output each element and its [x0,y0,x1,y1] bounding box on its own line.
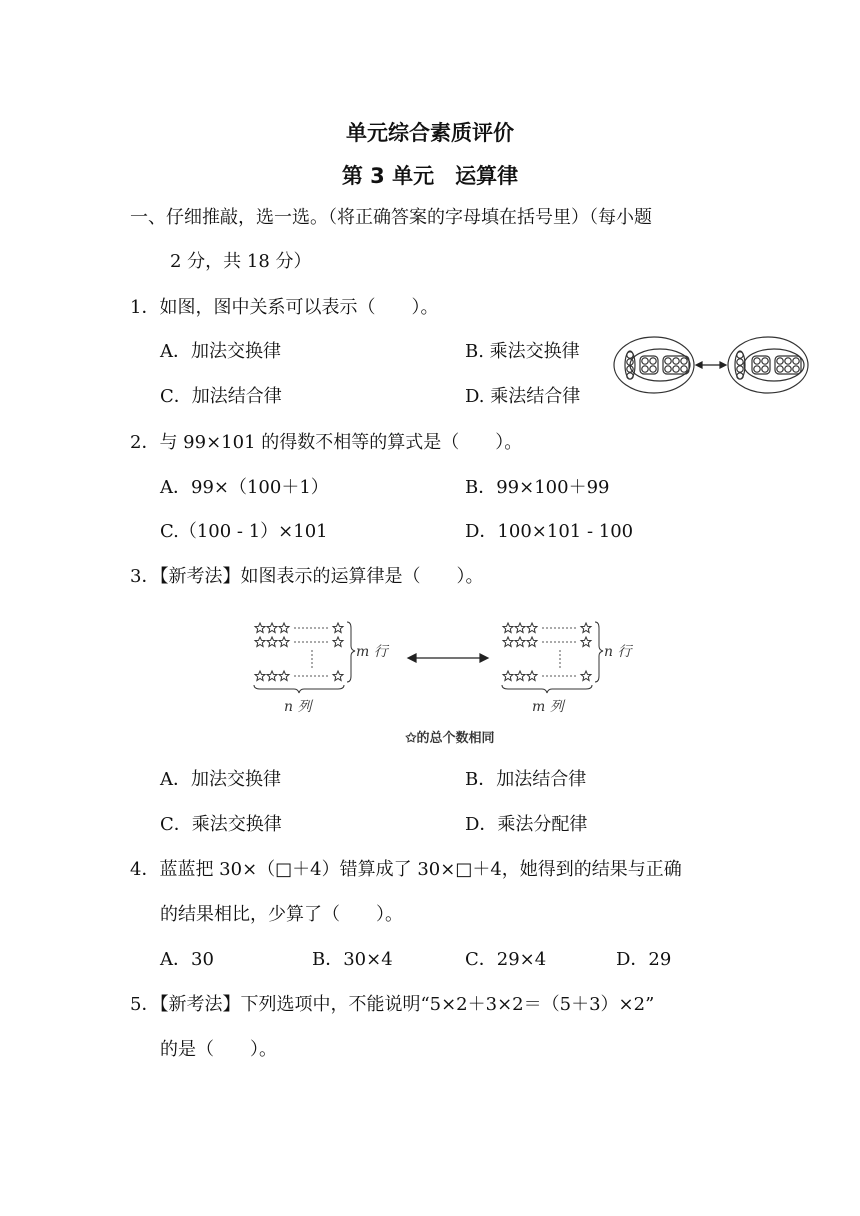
question-4-stem-cont: 的结果相比，少算了（ ）。 [160,904,403,925]
right-col-label: m 列 [532,699,564,715]
q1-option-b: B. 乘法交换律 [465,341,580,362]
q2-option-b: B．99×100＋99 [465,477,610,498]
q4-option-d: D．29 [616,949,672,970]
q4-option-b: B．30×4 [312,949,393,970]
q2-option-a: A．99×（100＋1） [160,477,329,498]
question-1-stem: 1．如图，图中关系可以表示（ ）。 [130,297,439,318]
section-heading: 一、仔细推敲，选一选。（将正确答案的字母填在括号里）（每小题 [130,207,652,228]
q2-option-d: D．100×101 - 100 [465,521,634,542]
double-arrow-icon [696,362,726,368]
figure-caption: ✩的总个数相同 [405,731,495,746]
page-subtitle: 第 3 单元 运算律 [341,164,519,188]
section-heading-cont: 2 分，共 18 分） [170,251,312,272]
q3-option-c: C．乘法交换律 [160,814,282,835]
q3-option-d: D．乘法分配律 [465,814,588,835]
page-title: 单元综合素质评价 [346,121,514,145]
q2-option-c: C.（100 - 1）×101 [160,521,328,542]
q3-option-b: B．加法结合律 [465,769,587,790]
double-arrow-icon [408,654,488,662]
right-star-array [502,622,603,693]
question-5-stem: 5．【新考法】下列选项中，不能说明“5×2＋3×2＝（5＋3）×2” [130,994,655,1015]
q4-option-c: C．29×4 [465,949,547,970]
left-star-array [254,622,355,693]
q3-star-array-figure [250,618,650,748]
q1-option-a: A．加法交换律 [160,341,281,362]
q1-grouping-figure [612,334,810,396]
question-5-stem-cont: 的是（ ）。 [160,1039,277,1060]
q3-option-a: A．加法交换律 [160,769,281,790]
question-4-stem: 4．蓝蓝把 30×（□＋4）错算成了 30×□＋4，她得到的结果与正确 [130,859,682,880]
left-col-label: n 列 [284,699,312,715]
q4-option-a: A．30 [160,949,214,970]
q1-option-d: D. 乘法结合律 [465,386,581,407]
right-row-label: n 行 [604,644,632,660]
question-2-stem: 2．与 99×101 的得数不相等的算式是（ ）。 [130,432,523,453]
left-row-label: m 行 [356,644,388,660]
q1-option-c: C．加法结合律 [160,386,282,407]
question-3-stem: 3．【新考法】如图表示的运算律是（ ）。 [130,566,484,587]
